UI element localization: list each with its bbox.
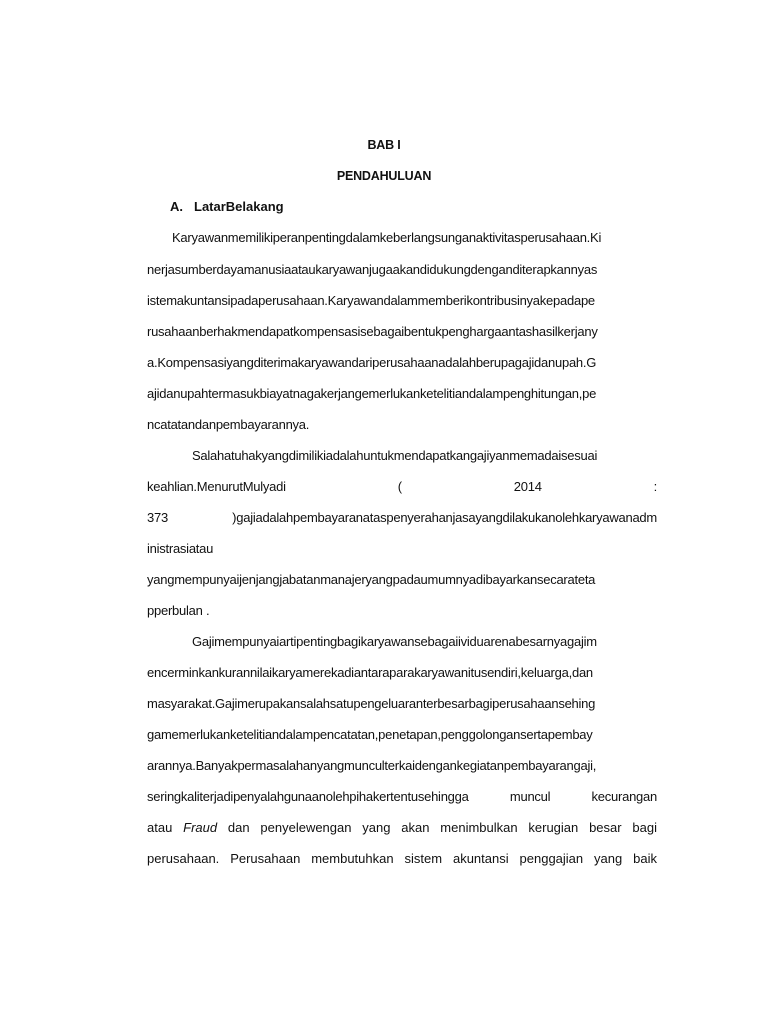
paragraph-line: Salahatuhakyangdimilikiadalahuntukmendapatkangajiyanmemadaisesuai bbox=[192, 448, 598, 463]
section-title: LatarBelakang bbox=[194, 199, 284, 214]
paragraph-line: encerminkankurannilaikaryamerekadiantaraparakaryawanitusendiri,keluarga,dan bbox=[147, 665, 593, 680]
paragraph-line: seringkaliterjadipenyalahgunaanolehpihakertentusehingga muncul kecurangan bbox=[147, 789, 657, 804]
paragraph-line: arannya.Banyakpermasalahanyangmunculterkaidengankegiatanpembayarangaji, bbox=[147, 758, 597, 773]
italic-term: Fraud bbox=[183, 820, 218, 835]
paragraph-line: Karyawanmemilikiperanpentingdalamkeberlangsunganaktivitasperusahaan.Ki bbox=[172, 230, 602, 245]
paragraph-line: perusahaan. Perusahaan membutuhkan sistem akuntansi penggajian yang baik bbox=[147, 851, 657, 866]
chapter-title: BAB I bbox=[367, 138, 401, 152]
paragraph-line: 373 )gajiadalahpembayaranataspenyerahanjasayangdilakukanolehkaryawanadm bbox=[147, 510, 657, 525]
paragraph-line: istemakuntansipadaperusahaan.Karyawandalammemberikontribusinyakepadape bbox=[147, 293, 595, 308]
section-number: A. bbox=[170, 199, 183, 214]
paragraph-line: gamemerlukanketelitiandalampencatatan,penetapan,penggolongansertapembay bbox=[147, 727, 593, 742]
paragraph-line: ncatatandanpembayarannya. bbox=[147, 417, 310, 432]
paragraph-line: ajidanupahtermasukbiayatnagakerjangemerlukanketelitiandalampenghitungan,pe bbox=[147, 386, 597, 401]
paragraph-line: masyarakat.Gajimerupakansalahsatupengeluaranterbesarbagiperusahaansehing bbox=[147, 696, 596, 711]
paragraph-line: Gajimempunyaiartipentingbagikaryawansebagaiividuarenabesarnyagajim bbox=[192, 634, 597, 649]
paragraph-line: yangmempunyaijenjangjabatanmanajeryangpadaumumnyadibayarkansecarateta bbox=[147, 572, 596, 587]
paragraph-line bbox=[147, 819, 657, 836]
paragraph-line bbox=[147, 478, 657, 495]
paragraph-line: pperbulan . bbox=[147, 603, 210, 618]
paragraph-line: a.Kompensasiyangditerimakaryawandariperusahaanadalahberupagajidanupah.G bbox=[147, 355, 597, 370]
text-segment: dan penyelewengan yang akan menimbulkan kerugian besar bagi bbox=[227, 820, 657, 835]
line-with-citation: keahlian.MenurutMulyadi ( 2014 : bbox=[147, 479, 657, 494]
section-heading bbox=[170, 199, 284, 214]
paragraph-line: inistrasiatau bbox=[147, 541, 214, 556]
chapter-heading: PENDAHULUAN bbox=[336, 169, 432, 183]
paragraph-line: rusahaanberhakmendapatkompensasisebagaibentukpenghargaantashasilkerjany bbox=[147, 324, 598, 339]
paragraph-line: nerjasumberdayamanusiaataukaryawanjugaakandidukungdenganditerapkannyas bbox=[147, 262, 598, 277]
text-segment: atau bbox=[147, 820, 173, 835]
